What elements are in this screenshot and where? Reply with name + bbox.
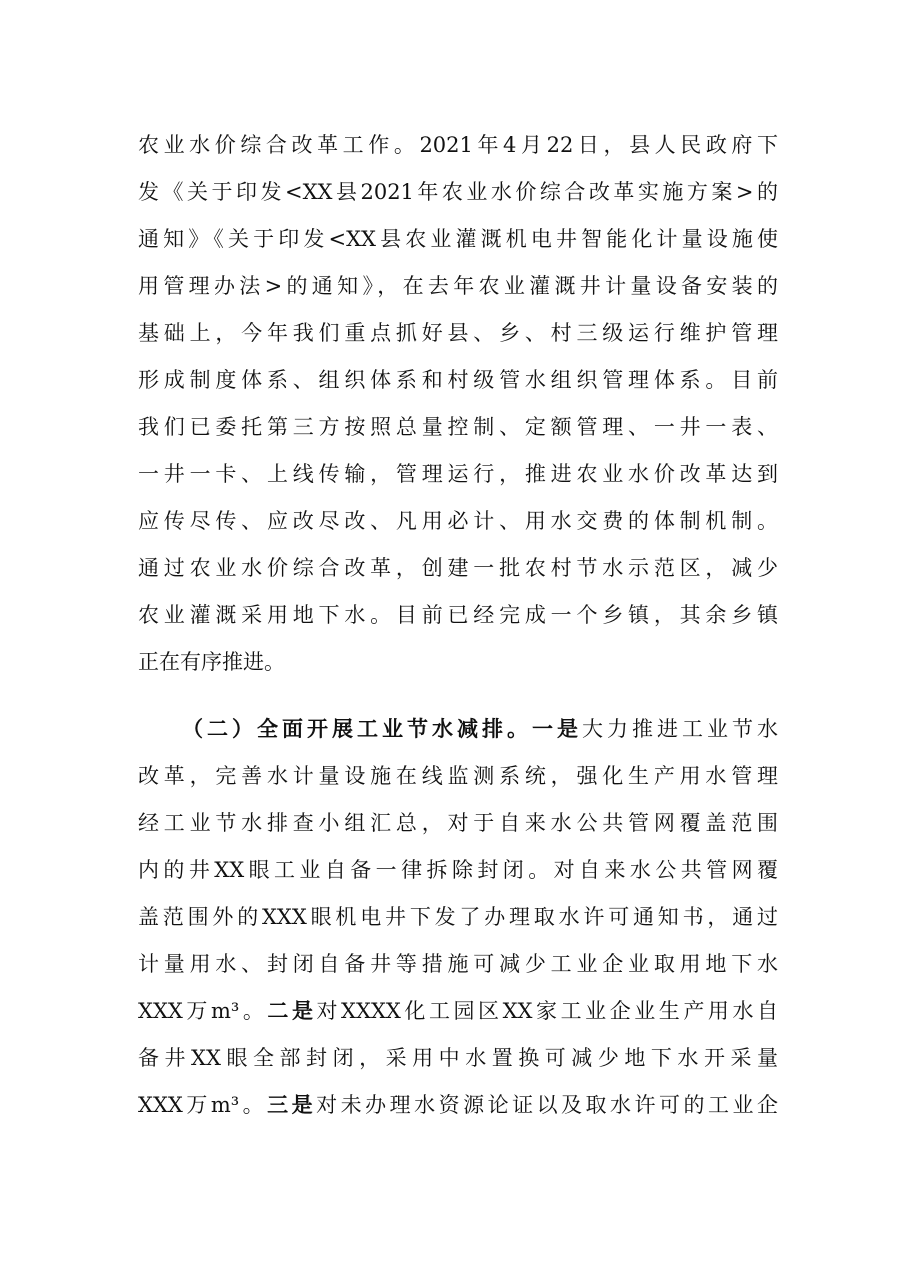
paragraph-1-line-10: 通过农业水价综合改革，创建一批农村节水示范区，减少 (138, 556, 778, 580)
point-three-label: 三是 (267, 1092, 317, 1117)
paragraph-2-line-3: 经工业节水排查小组汇总，对于自来水公共管网覆盖范围 (138, 811, 778, 835)
point-two-label: 二是 (267, 998, 317, 1023)
paragraph-2-line-9-prefix: XXX万m³。 (138, 1093, 268, 1117)
paragraph-2-line-1-text: 大力推进工业节水 (582, 717, 778, 741)
paragraph-1-line-9: 应传尽传、应改尽改、凡用必计、用水交费的体制机制。 (138, 509, 778, 533)
point-one-label: 一是 (532, 716, 582, 741)
paragraph-2-line-8: 备井XX眼全部封闭，采用中水置换可减少地下水开采量 (138, 1046, 778, 1070)
paragraph-2-line-7-text: 对XXXX化工园区XX家工业企业生产用水自 (316, 999, 779, 1023)
paragraph-1-line-3: 通知》《关于印发<XX县农业灌溉机电井智能化计量设施使 (138, 227, 778, 251)
paragraph-1-line-8: 一井一卡、上线传输，管理运行，推进农业水价改革达到 (138, 462, 778, 486)
paragraph-2-line-4: 内的井XX眼工业自备一律拆除封闭。对自来水公共管网覆 (138, 858, 778, 882)
paragraph-1-line-7: 我们已委托第三方按照总量控制、定额管理、一井一表、 (138, 415, 778, 439)
paragraph-1-line-5: 基础上，今年我们重点抓好县、乡、村三级运行维护管理 (138, 321, 778, 345)
paragraph-2-line-7 (138, 996, 778, 1026)
paragraph-2-line-7-prefix: XXX万m³。 (138, 999, 268, 1023)
paragraph-2-line-2: 改革，完善水计量设施在线监测系统，强化生产用水管理 (138, 764, 778, 788)
paragraph-1-line-11: 农业灌溉采用地下水。目前已经完成一个乡镇，其余乡镇 (138, 603, 778, 627)
paragraph-2-line-1 (182, 714, 778, 744)
paragraph-2-line-6: 计量用水、封闭自备井等措施可减少工业企业取用地下水 (138, 952, 778, 976)
paragraph-1-line-2: 发《关于印发<XX县2021年农业水价综合改革实施方案>的 (138, 180, 778, 204)
paragraph-1-line-4: 用管理办法>的通知》，在去年农业灌溉井计量设备安装的 (138, 274, 778, 298)
paragraph-1-line-6: 形成制度体系、组织体系和村级管水组织管理体系。目前 (138, 368, 778, 392)
paragraph-2-line-5: 盖范围外的XXX眼机电井下发了办理取水许可通知书，通过 (138, 905, 778, 929)
section-heading: （二）全面开展工业节水减排。 (182, 716, 532, 741)
paragraph-1-line-1: 农业水价综合改革工作。2021年4月22日，县人民政府下 (138, 133, 778, 157)
paragraph-2-line-9 (138, 1090, 778, 1120)
paragraph-1-line-12: 正在有序推进。 (138, 650, 285, 674)
paragraph-2-line-9-text: 对未办理水资源论证以及取水许可的工业企 (316, 1093, 778, 1117)
